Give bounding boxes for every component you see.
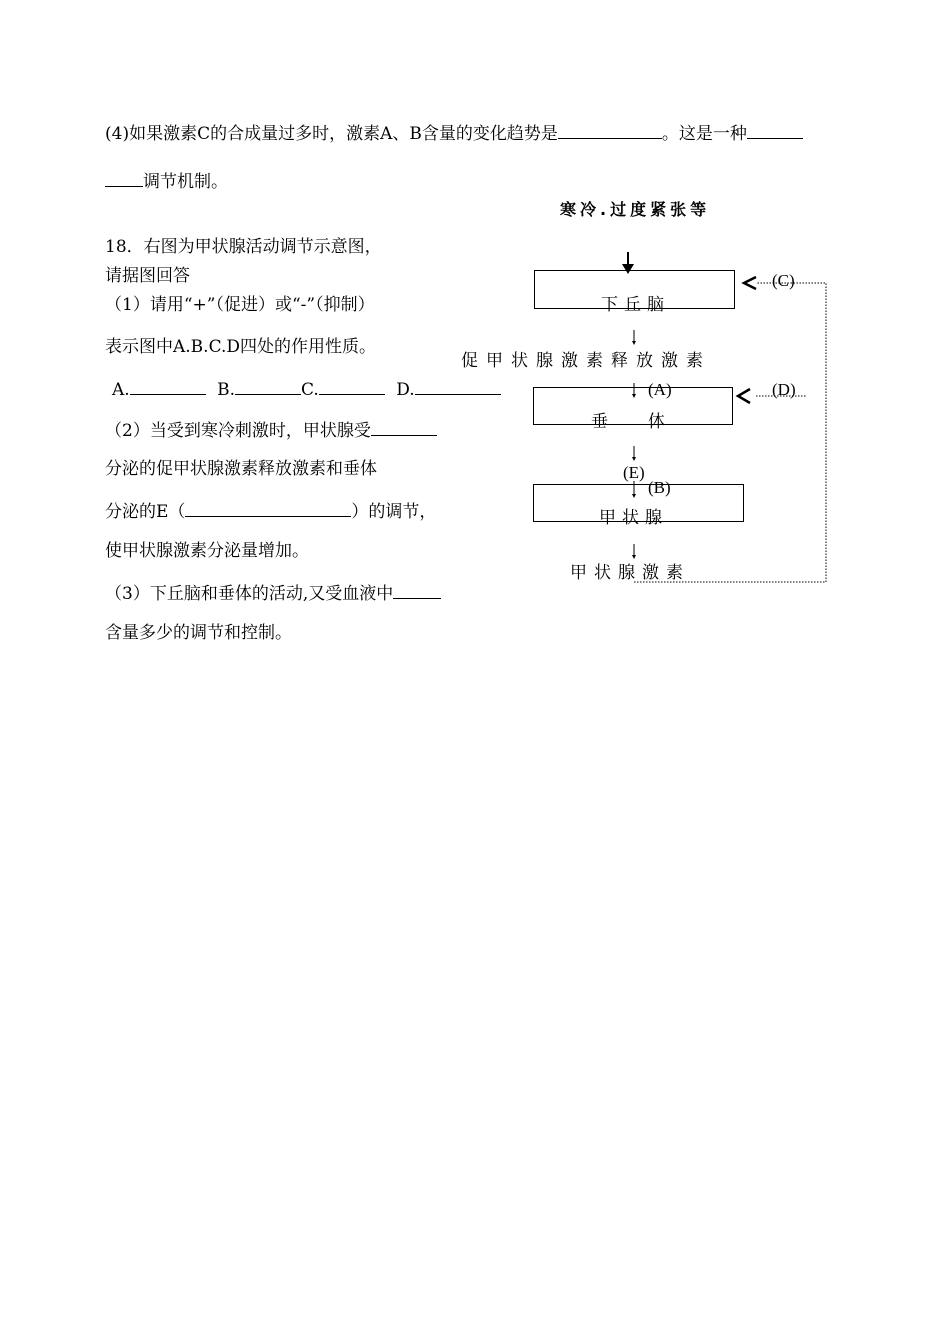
label-b-marker: (B): [648, 478, 671, 497]
q18-p2-line1-text: （2）当受到寒冷刺激时，甲状腺受: [105, 421, 371, 441]
label-a: A.: [112, 380, 130, 400]
label-e-marker: (E): [623, 463, 645, 482]
stimulus-label: 寒冷.过度紧张等: [560, 200, 711, 219]
q18-p1-line1: （1）请用“+”（促进）或“-”（抑制）: [105, 295, 375, 315]
feedback-arrowhead-d: [738, 389, 750, 403]
label-c-marker: (C): [772, 271, 795, 290]
q18-title-line1: 18．右图为甲状腺活动调节示意图，: [105, 237, 382, 257]
q17-4-suffix: 调节机制。: [143, 172, 228, 192]
trh-label: 促甲状腺激素释放激素: [461, 351, 711, 371]
thyroxine-label: 甲状腺激素: [570, 563, 690, 583]
pituitary-box: [533, 387, 733, 425]
pituitary-label-right: 体: [648, 412, 671, 432]
q18-p3-line1-text: （3）下丘脑和垂体的活动,又受血液中: [105, 584, 394, 604]
pituitary-label-left: 垂: [591, 412, 614, 432]
q18-p2-line2: 分泌的促甲状腺激素释放激素和垂体: [105, 459, 377, 479]
label-c: C.: [301, 380, 319, 400]
hypothalamus-label: 下丘脑: [601, 295, 670, 315]
q18-p2-line3-prefix: 分泌的E（: [105, 502, 186, 522]
label-d: D.: [396, 380, 415, 400]
feedback-line-c: [634, 283, 826, 582]
q18-p1-line2: 表示图中A.B.C.D四处的作用性质。: [105, 337, 377, 357]
label-d-marker: (D): [772, 380, 796, 399]
q18-p2-line3-suffix: ）的调节，: [351, 502, 437, 522]
q17-4-prefix: (4)如果激素C的合成量过多时，激素A、B含量的变化趋势是: [105, 124, 558, 144]
q17-4-mid: 。这是一种: [661, 124, 747, 144]
q18-p3-line2: 含量多少的调节和控制。: [105, 623, 292, 643]
label-a-marker: (A): [648, 380, 672, 399]
label-b: B.: [217, 380, 235, 400]
q18-title-line2: 请据图回答: [105, 266, 190, 286]
feedback-arrowhead-c: [744, 277, 756, 289]
thyroid-label: 甲状腺: [599, 508, 668, 528]
q18-p2-line4: 使甲状腺激素分泌量增加。: [105, 541, 309, 561]
